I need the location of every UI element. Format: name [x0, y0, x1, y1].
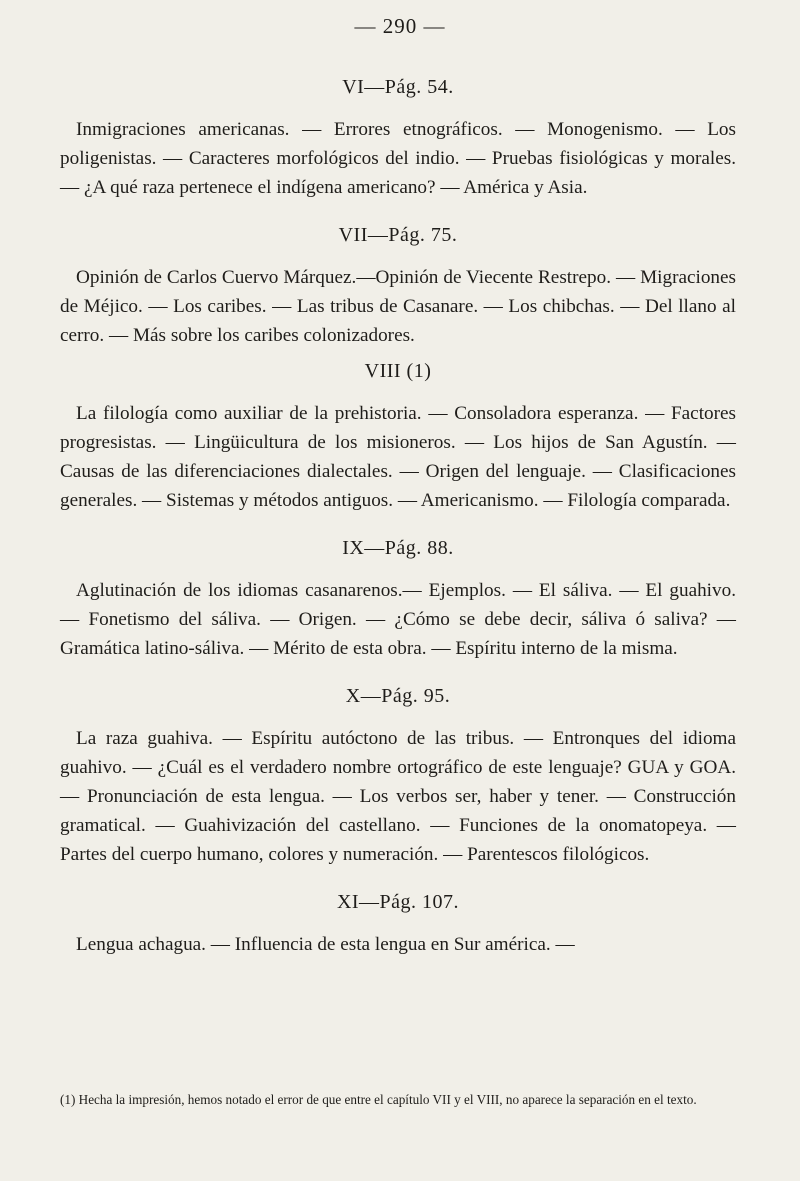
- section-vi: [60, 76, 736, 202]
- section-text: La raza guahiva. — Espíritu autóctono de las tribus. — Entronques del idioma guahivo. — ¿Cuál es el verdadero nombre ortográfico de este lenguaje? GUA y GOA. — Pronunciación de esta lengua. — Los verbos ser, haber y tener. — Construcción gramatical. — Guahivización del castellano. — Funciones de la onomatopeya. — Partes del cuerpo humano, colores y numeración. — Parentescos filológicos.: [60, 728, 736, 865]
- section-heading: VIII (1): [364, 360, 432, 382]
- section-heading: IX—Pág. 88.: [342, 537, 454, 559]
- footnote: (1) Hecha la impresión, hemos notado el error de que entre el capítulo VII y el VIII, no aparece la separación en el texto.: [60, 1092, 697, 1107]
- section-text: Inmigraciones americanas. — Errores etnográficos. — Monogenismo. — Los poligenistas. — Caracteres morfológicos del indio. — Pruebas fisiológicas y morales. — ¿A qué raza pertenece el indígena americano? — América y Asia.: [60, 119, 736, 198]
- section-text: Opinión de Carlos Cuervo Márquez.—Opinión de Viecente Restrepo. — Migraciones de Méjico. — Los caribes. — Las tribus de Casanare. — Los chibchas. — Del llano al cerro. — Más sobre los caribes colonizadores.: [60, 267, 736, 346]
- section-x: [60, 685, 736, 869]
- section-vii: [60, 224, 736, 350]
- section-heading: X—Pág. 95.: [345, 685, 451, 707]
- section-ix: [60, 537, 736, 663]
- section-heading: VI—Pág. 54.: [342, 76, 454, 98]
- section-heading: VII—Pág. 75.: [338, 224, 458, 246]
- section-xi: [60, 891, 736, 959]
- section-text: Aglutinación de los idiomas casanarenos.— Ejemplos. — El sáliva. — El guahivo. — Fonetismo del sáliva. — Origen. — ¿Cómo se debe decir, sáliva ó saliva? — Gramática latino-sáliva. — Mérito de esta obra. — Espíritu interno de la misma.: [60, 580, 736, 659]
- section-viii: [60, 360, 736, 515]
- section-text: Lengua achagua. — Influencia de esta lengua en Sur américa. —: [76, 934, 575, 955]
- page-number: — 290 —: [354, 14, 446, 38]
- section-heading: XI—Pág. 107.: [336, 891, 460, 913]
- section-text: La filología como auxiliar de la prehistoria. — Consoladora esperanza. — Factores progresistas. — Lingüicultura de los misioneros. — Los hijos de San Agustín. — Causas de las diferenciaciones dialectales. — Origen del lenguaje. — Clasificaciones generales. — Sistemas y métodos antiguos. — Americanismo. — Filología comparada.: [60, 403, 736, 511]
- chapter-summaries: [60, 76, 736, 959]
